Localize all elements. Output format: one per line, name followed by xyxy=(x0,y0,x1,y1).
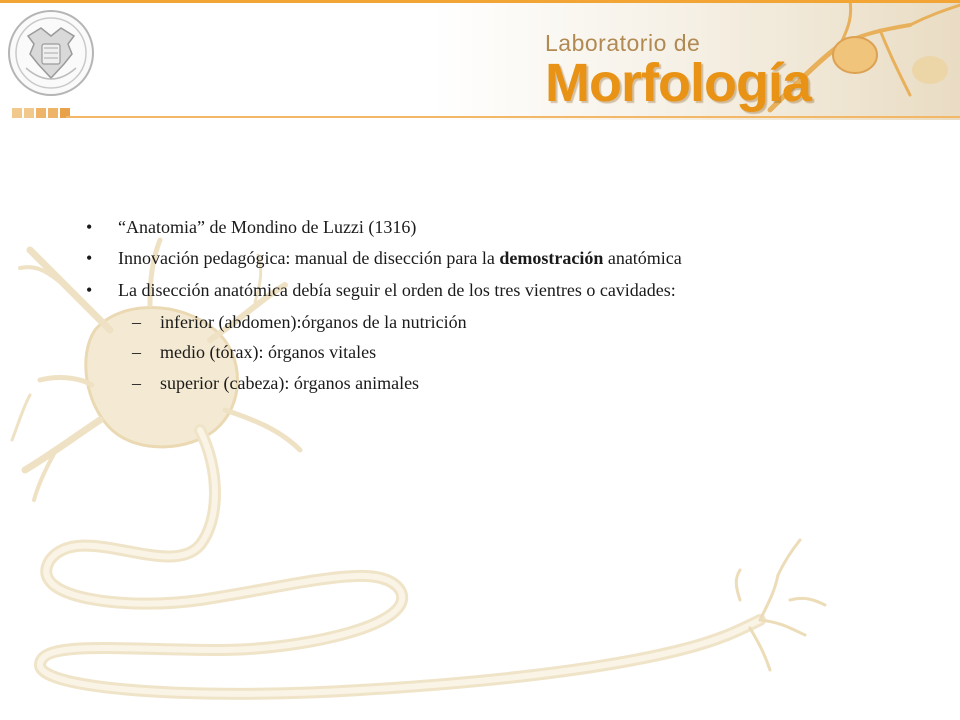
bullet-marker: • xyxy=(86,217,93,237)
sub-bullet-marker: – xyxy=(132,373,141,393)
bullet-text: anatómica xyxy=(603,248,682,268)
bullet-emphasis: demostración xyxy=(499,248,604,268)
brand-subtitle: Laboratorio de xyxy=(545,30,701,56)
sub-bullet-item: inferior (abdomen):órganos de la nutrición xyxy=(160,312,467,332)
bullet-item xyxy=(118,247,682,269)
bullet-item: “Anatomia” de Mondino de Luzzi (1316) xyxy=(118,217,417,237)
bullet-text: Innovación pedagógica: manual de disección para la xyxy=(118,248,500,268)
sub-bullet-marker: – xyxy=(132,312,141,332)
sub-bullet-item: medio (tórax): órganos vitales xyxy=(160,342,377,362)
brand-title: Morfología xyxy=(545,53,811,113)
bullet-marker: • xyxy=(86,280,93,300)
sub-bullet-marker: – xyxy=(132,342,141,362)
bullet-item: La disección anatómica debía seguir el orden de los tres vientres o cavidades: xyxy=(118,280,676,300)
bullet-marker: • xyxy=(86,248,93,268)
sub-bullet-item: superior (cabeza): órganos animales xyxy=(160,373,420,393)
